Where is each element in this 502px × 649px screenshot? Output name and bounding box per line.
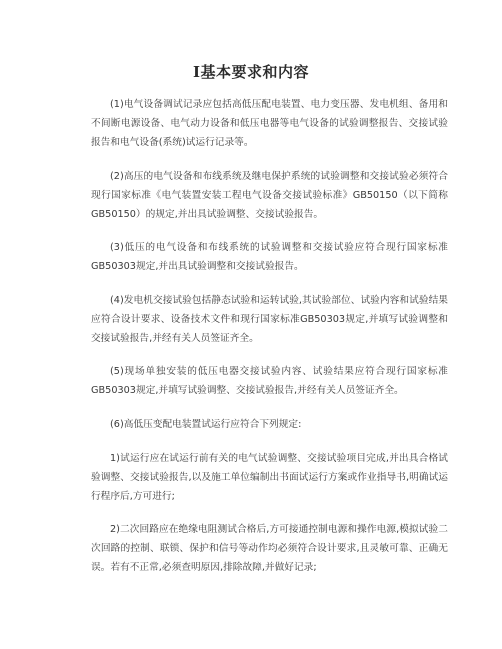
paragraph-4: (4)发电机交接试验包括静态试验和运转试验,其试验部位、试验内容和试验结果应符合设计要求、设备技术文件和现行国家标准GB50303规定,并填写试验调整和交接试验报告,并经有关人员签证齐全。 [91, 294, 448, 344]
document-body [91, 95, 448, 592]
document-title: Ⅰ基本要求和内容 [192, 63, 310, 81]
paragraph-8: 2)二次回路应在绝缘电阻测试合格后,方可接通控制电源和操作电源,模拟试验二次回路的控制、联锁、保护和信号等动作均必须符合设计要求,且灵敏可靠、正确无误。若有不正常,必须查明原因,排除故障,并做好记录; [91, 524, 448, 574]
paragraph-2: (2)高压的电气设备和布线系统及继电保护系统的试验调整和交接试验必须符合现行国家标准《电气装置安装工程电气设备交接试验标准》GB50150（以下简称GB50150）的规定,并出具试验调整、交接试验报告。 [91, 170, 448, 220]
paragraph-3: (3)低压的电气设备和布线系统的试验调整和交接试验应符合现行国家标准GB50303规定,并出具试验调整和交接试验报告。 [91, 242, 448, 273]
paragraph-6: (6)高低压变配电装置试运行应符合下列规定: [110, 418, 302, 430]
paragraph-7: 1)试运行应在试运行前有关的电气试验调整、交接试验项目完成,并出具合格试验调整、交接试验报告,以及施工单位编制出书面试运行方案或作业指导书,明确试运行程序后,方可进行; [91, 452, 448, 502]
paragraph-5: (5)现场单独安装的低压电器交接试验内容、试验结果应符合现行国家标准GB50303规定,并填写试验调整、交接试验报告,并经有关人员签证齐全。 [91, 366, 448, 397]
paragraph-1: (1)电气设备调试记录应包括高低压配电装置、电力变压器、发电机组、备用和不间断电源设备、电气动力设备和低压电器等电气设备的试验调整报告、交接试验报告和电气设备(系统)试运行记录等。 [91, 99, 448, 148]
